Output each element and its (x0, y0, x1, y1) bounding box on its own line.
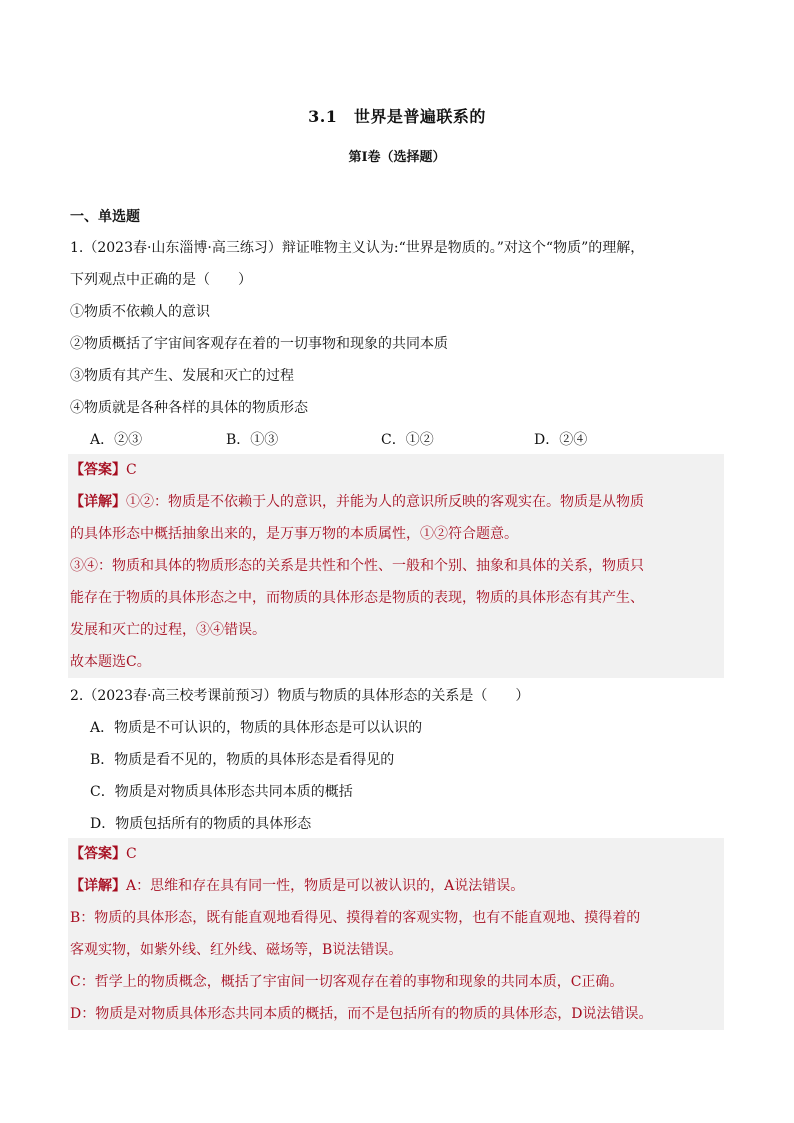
answer-label: 【答案】 (70, 846, 126, 862)
q1-answer-block (68, 454, 724, 678)
q2-option-a: A．物质是不可认识的，物质的具体形态是可以认识的 (90, 720, 423, 736)
section-heading: 一、单选题 (70, 209, 140, 225)
detail-label: 【详解】 (70, 494, 126, 510)
q1-option-b: B．①③ (226, 432, 279, 448)
q2-stem: 2.（2023春·高三校考课前预习）物质与物质的具体形态的关系是（ ） (70, 688, 530, 704)
q1-detail-line-4: 能存在于物质的具体形态之中，而物质的具体形态是物质的表现，物质的具体形态有其产生、 (70, 590, 644, 606)
q1-item-2: ②物质概括了宇宙间客观存在着的一切事物和现象的共同本质 (70, 336, 448, 352)
detail-text: A：思维和存在具有同一性，物质是可以被认识的，A说法错误。 (126, 878, 525, 894)
answer-label: 【答案】 (70, 462, 126, 478)
q1-detail-line-3: ③④：物质和具体的物质形态的关系是共性和个性、一般和个别、抽象和具体的关系，物质只 (70, 558, 644, 574)
q2-detail-line-3: 客观实物，如紫外线、红外线、磁场等，B说法错误。 (70, 942, 403, 958)
q1-stem-line-2: 下列观点中正确的是（ ） (70, 272, 252, 288)
q2-option-d: D．物质包括所有的物质的具体形态 (90, 816, 312, 832)
q1-item-4: ④物质就是各种各样的具体的物质形态 (70, 400, 308, 416)
q1-detail-line-1 (70, 492, 644, 512)
detail-label: 【详解】 (70, 878, 126, 894)
q2-option-b: B．物质是看不见的，物质的具体形态是看得见的 (90, 752, 395, 768)
answer-value: C (126, 462, 137, 478)
q2-detail-line-5: D：物质是对物质具体形态共同本质的概括，而不是包括所有的物质的具体形态，D说法错误。 (70, 1006, 653, 1022)
q2-detail-line-1 (70, 876, 524, 896)
q1-detail-line-2: 的具体形态中概括抽象出来的，是万事万物的本质属性，①②符合题意。 (70, 526, 518, 542)
q1-item-1: ①物质不依赖人的意识 (70, 304, 210, 320)
q1-item-3: ③物质有其产生、发展和灭亡的过程 (70, 368, 294, 384)
q2-option-c: C．物质是对物质具体形态共同本质的概括 (90, 784, 353, 800)
q2-answer-line (70, 844, 137, 864)
q1-option-c: C．①② (381, 432, 434, 448)
q2-detail-line-4: C：哲学上的物质概念，概括了宇宙间一切客观存在着的事物和现象的共同本质，C正确。 (70, 974, 624, 990)
q1-option-d: D．②④ (534, 432, 588, 448)
detail-text: ①②：物质是不依赖于人的意识，并能为人的意识所反映的客观实在。物质是从物质 (126, 494, 644, 510)
q1-options-row (0, 430, 794, 450)
q1-answer-line (70, 460, 137, 480)
q1-detail-line-6: 故本题选C。 (70, 654, 151, 670)
q1-detail-line-5: 发展和灭亡的过程，③④错误。 (70, 622, 266, 638)
volume-subtitle: 第Ⅰ卷（选择题） (348, 150, 446, 165)
answer-value: C (126, 846, 137, 862)
q1-option-a: A．②③ (90, 432, 143, 448)
page-title: 3.1 世界是普遍联系的 (308, 107, 486, 126)
q1-stem-line-1: 1.（2023春·山东淄博·高三练习）辩证唯物主义认为:“世界是物质的。”对这个“物质”的理解， (70, 240, 645, 256)
q2-detail-line-2: B：物质的具体形态，既有能直观地看得见、摸得着的客观实物，也有不能直观地、摸得着的 (70, 910, 641, 926)
q2-answer-block (68, 838, 724, 1030)
